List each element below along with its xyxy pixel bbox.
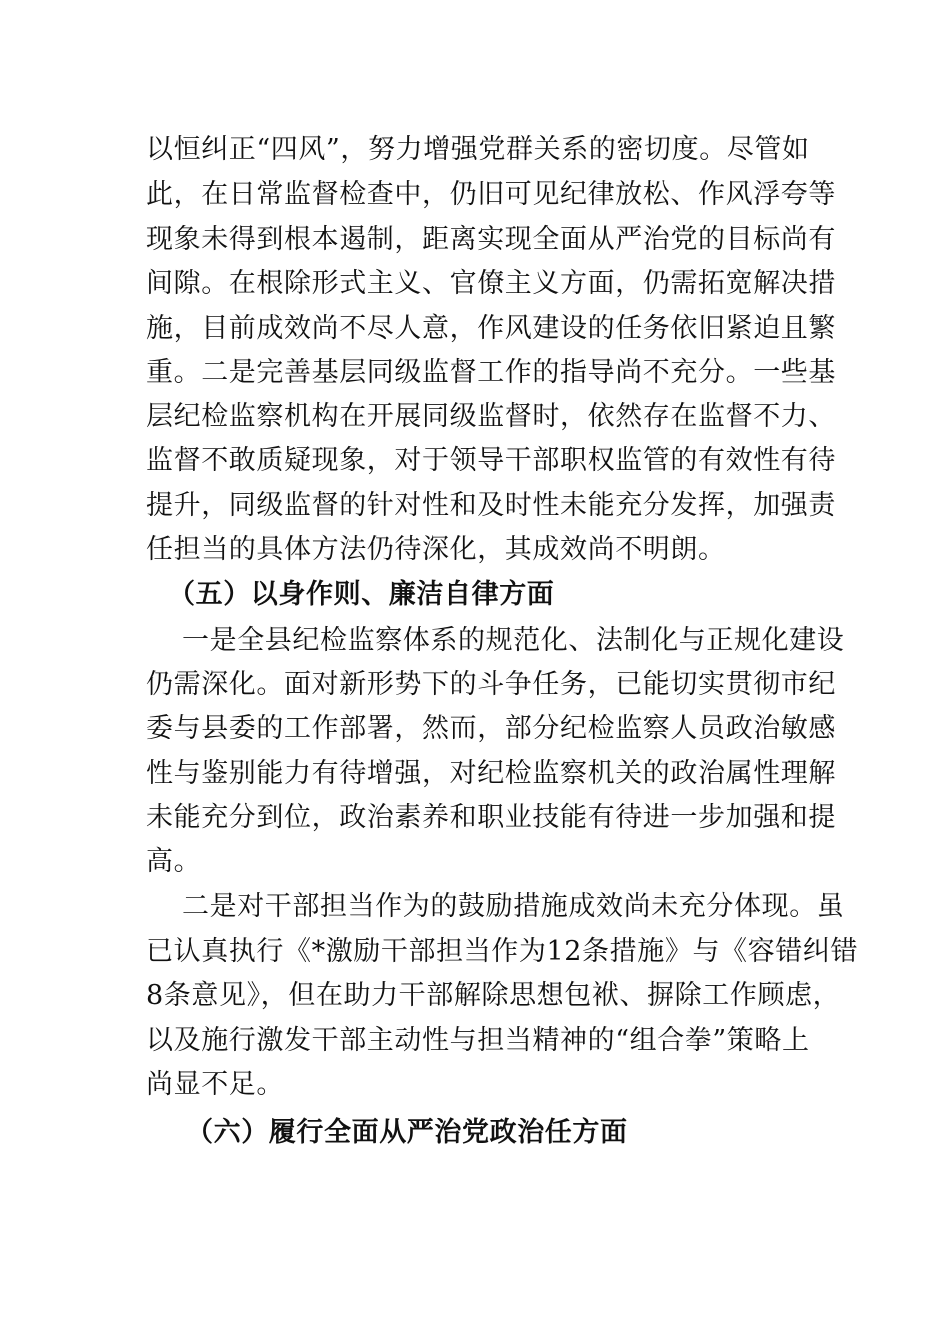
paragraph-line: 尚显不足。 xyxy=(146,1069,284,1100)
paragraph-line: 此，在日常监督检查中，仍旧可见纪律放松、作风浮夸等 xyxy=(146,179,836,210)
section-heading-six: （六）履行全面从严治党政治任方面 xyxy=(186,1117,628,1148)
paragraph-line: 已认真执行《*激励干部担当作为12条措施》与《容错纠错 xyxy=(146,936,859,967)
paragraph-line: 仍需深化。面对新形势下的斗争任务，已能切实贯彻市纪 xyxy=(146,669,836,700)
paragraph-line: 施，目前成效尚不尽人意，作风建设的任务依旧紧迫且繁 xyxy=(146,313,836,344)
paragraph-line: 以及施行激发干部主动性与担当精神的“组合拳”策略上 xyxy=(146,1025,810,1056)
paragraph-line: 二是对干部担当作为的鼓励措施成效尚未充分体现。虽 xyxy=(182,891,845,922)
paragraph-line: 高。 xyxy=(146,846,202,877)
paragraph-line: 层纪检监察机构在开展同级监督时，依然存在监督不力、 xyxy=(146,401,836,432)
paragraph-line: 现象未得到根本遏制，距离实现全面从严治党的目标尚有 xyxy=(146,224,836,255)
paragraph-line: 任担当的具体方法仍待深化，其成效尚不明朗。 xyxy=(146,534,726,565)
paragraph-line: 一是全县纪检监察体系的规范化、法制化与正规化建设 xyxy=(182,625,845,656)
paragraph-line: 提升，同级监督的针对性和及时性未能充分发挥，加强责 xyxy=(146,490,836,521)
paragraph-line: 重。二是完善基层同级监督工作的指导尚不充分。一些基 xyxy=(146,357,836,388)
section-heading-five: （五）以身作则、廉洁自律方面 xyxy=(168,579,555,610)
paragraph-line: 委与县委的工作部署，然而，部分纪检监察人员政治敏感 xyxy=(146,713,836,744)
paragraph-line: 8条意见》，但在助力干部解除思想包袱、摒除工作顾虑， xyxy=(146,980,841,1011)
paragraph-line: 监督不敢质疑现象，对于领导干部职权监管的有效性有待 xyxy=(146,445,836,476)
paragraph-line: 性与鉴别能力有待增强，对纪检监察机关的政治属性理解 xyxy=(146,758,836,789)
paragraph-line: 以恒纠正“四风”，努力增强党群关系的密切度。尽管如 xyxy=(146,134,810,165)
paragraph-line: 间隙。在根除形式主义、官僚主义方面，仍需拓宽解决措 xyxy=(146,268,836,299)
paragraph-line: 未能充分到位，政治素养和职业技能有待进一步加强和提 xyxy=(146,802,836,833)
